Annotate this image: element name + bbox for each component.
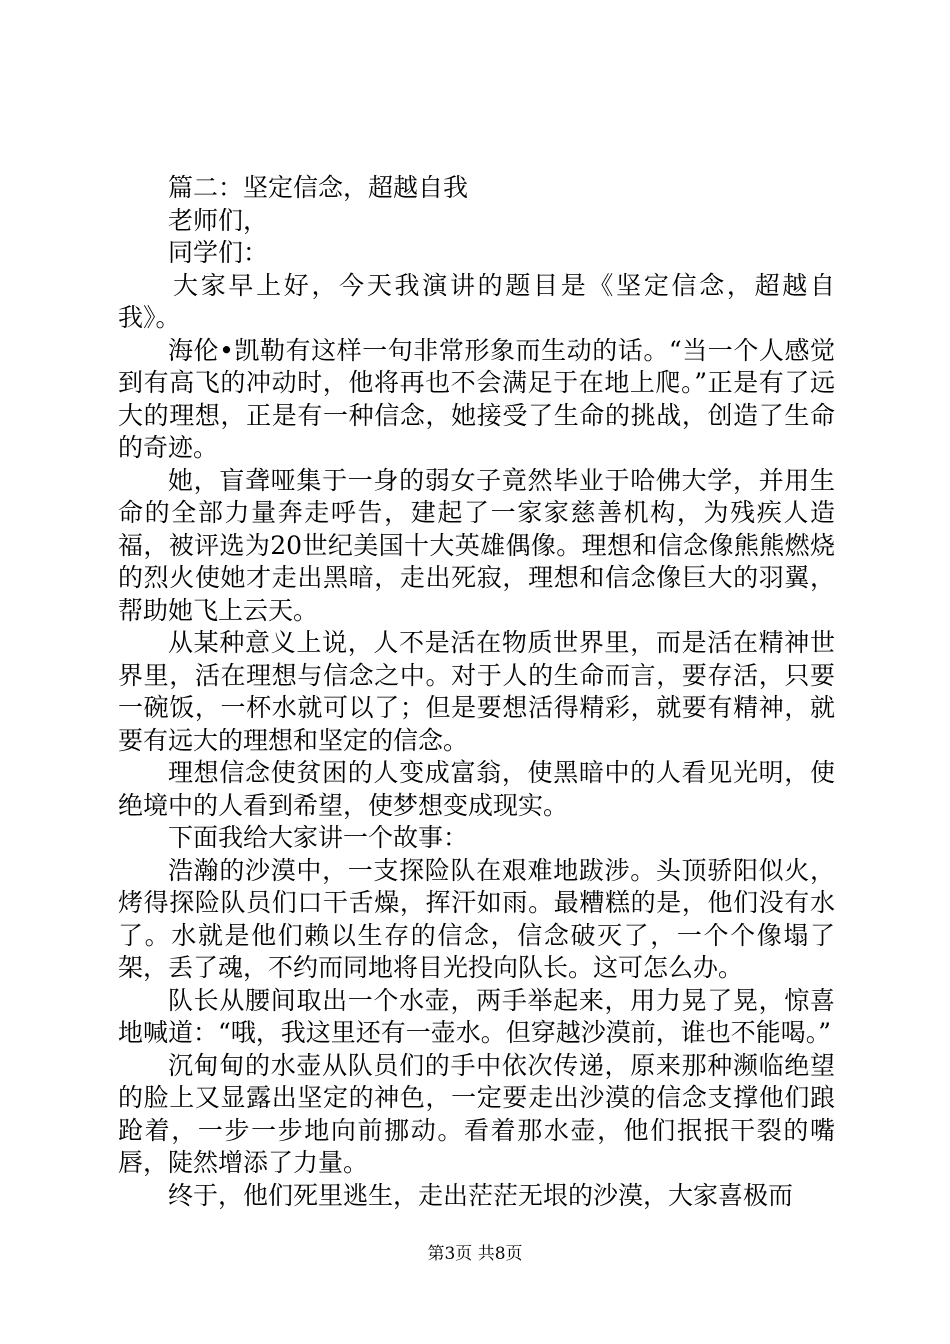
paragraph-escape: 终于，他们死里逃生，走出茫茫无垠的沙漠，大家喜极而 (168, 1180, 794, 1210)
paragraph-intro: 大家早上好，今天我演讲的题目是《坚定信念，超越自我》。 (118, 270, 835, 332)
paragraph-belief-power: 理想信念使贫困的人变成富翁，使黑暗中的人看见光明，使绝境中的人看到希望，使梦想变成现实。 (118, 758, 835, 820)
paragraph-story-intro: 下面我给大家讲一个故事： (168, 823, 469, 852)
paragraph-water-bottle: 沉甸甸的水壶从队员们的手中依次传递，原来那种濒临绝望的脸上又显露出坚定的神色，一定要走出沙漠的信念支撑他们踉跄着，一步一步地向前挪动。看着那水壶，他们抿抿干裂的嘴唇，陡然增添了力量。 (118, 1050, 835, 1177)
paragraph-captain: 队长从腰间取出一个水壶，两手举起来，用力晃了晃，惊喜地喊道：“哦，我这里还有一壶水。但穿越沙漠前，谁也不能喝。” (118, 985, 835, 1047)
section-heading: 篇二：坚定信念，超越自我 (168, 173, 469, 202)
salutation-students: 同学们： (168, 238, 269, 267)
salutation-teachers: 老师们， (168, 205, 269, 235)
paragraph-spiritual-world: 从某种意义上说，人不是活在物质世界里，而是活在精神世界里，活在理想与信念之中。对于人的生命而言，要存活，只要一碗饭，一杯水就可以了；但是要想活得精彩，就要有精神，就要有远大的理想和坚定的信念。 (118, 628, 835, 755)
page-number-footer: 第3页 共8页 (427, 1244, 523, 1264)
paragraph-desert: 浩瀚的沙漠中，一支探险队在艰难地跋涉。头顶骄阳似火，烤得探险队员们口干舌燥，挥汗如雨。最糟糕的是，他们没有水了。水就是他们赖以生存的信念，信念破灭了，一个个像塌了架，丢了魂，不约而同地将目光投向队长。这可怎么办。 (118, 855, 835, 982)
paragraph-helen-keller-quote: 海伦•凯勒有这样一句非常形象而生动的话。“当一个人感觉到有高飞的冲动时，他将再也不会满足于在地上爬。”正是有了远大的理想，正是有一种信念，她接受了生命的挑战，创造了生命的奇迹。 (118, 335, 835, 462)
paragraph-helen-keller-story: 她，盲聋哑集于一身的弱女子竟然毕业于哈佛大学，并用生命的全部力量奔走呼告，建起了一家家慈善机构，为残疾人造福，被评选为20世纪美国十大英雄偶像。理想和信念像熊熊燃烧的烈火使她才走出黑暗，走出死寂，理想和信念像巨大的羽翼，帮助她飞上云天。 (118, 465, 835, 625)
document-body (118, 172, 835, 1212)
